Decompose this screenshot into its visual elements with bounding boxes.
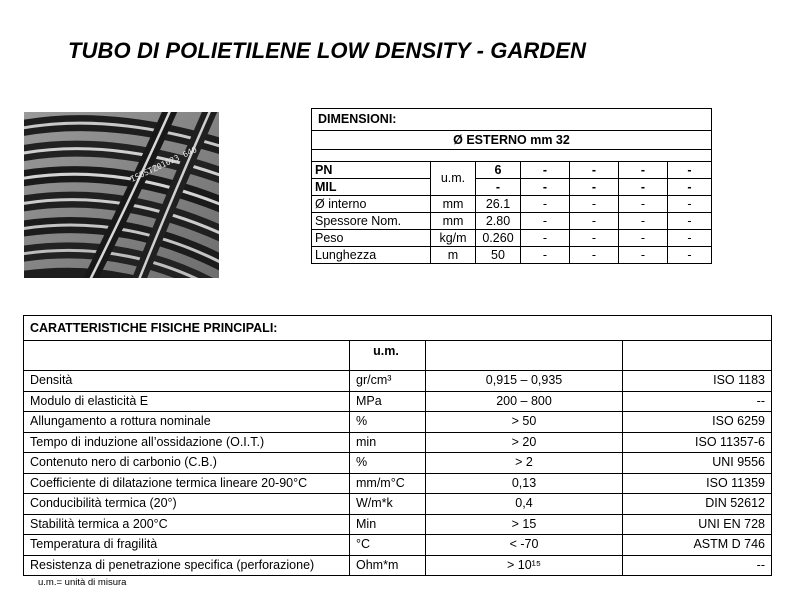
- dimension-value: -: [521, 213, 570, 230]
- dimension-value: -: [668, 247, 712, 264]
- dimension-um: mm: [431, 196, 476, 213]
- property-um: W/m*k: [350, 494, 426, 515]
- property-norm: ISO 11357-6: [623, 432, 772, 453]
- pn-value: 6: [476, 162, 521, 179]
- dimension-value: 50: [476, 247, 521, 264]
- pn-value: -: [570, 162, 619, 179]
- property-um: MPa: [350, 391, 426, 412]
- property-norm: DIN 52612: [623, 494, 772, 515]
- um-column-header: u.m.: [350, 341, 426, 371]
- property-um: Min: [350, 514, 426, 535]
- property-row: [24, 391, 772, 412]
- dimension-um: m: [431, 247, 476, 264]
- dimension-label: Spessore Nom.: [312, 213, 431, 230]
- mil-value: -: [668, 179, 712, 196]
- um-header: u.m.: [431, 162, 476, 196]
- property-value: < -70: [426, 535, 623, 556]
- physical-characteristics-table: [23, 315, 772, 576]
- pn-value: -: [668, 162, 712, 179]
- dimension-value: 26.1: [476, 196, 521, 213]
- property-value: > 2: [426, 453, 623, 474]
- dimension-value: 2.80: [476, 213, 521, 230]
- property-row: [24, 514, 772, 535]
- property-norm: UNI EN 728: [623, 514, 772, 535]
- property-name: Tempo di induzione all’ossidazione (O.I.T.): [24, 432, 350, 453]
- dimension-value: -: [668, 230, 712, 247]
- property-row: [24, 535, 772, 556]
- dimension-label: Lunghezza: [312, 247, 431, 264]
- dimension-value: -: [521, 230, 570, 247]
- mil-value: -: [619, 179, 668, 196]
- dimension-row: [312, 247, 712, 264]
- mil-value: -: [521, 179, 570, 196]
- dimension-value: -: [668, 196, 712, 213]
- property-value: > 10¹⁵: [426, 555, 623, 576]
- dimension-value: -: [521, 247, 570, 264]
- property-norm: ISO 11359: [623, 473, 772, 494]
- footnote: u.m.= unità di misura: [38, 577, 127, 588]
- property-name: Resistenza di penetrazione specifica (perforazione): [24, 555, 350, 576]
- dimension-value: -: [521, 196, 570, 213]
- page-title: TUBO DI POLIETILENE LOW DENSITY - GARDEN: [68, 38, 587, 63]
- physical-heading: CARATTERISTICHE FISICHE PRINCIPALI:: [24, 316, 772, 341]
- property-name: Allungamento a rottura nominale: [24, 412, 350, 433]
- external-diameter: Ø ESTERNO mm 32: [312, 131, 712, 150]
- property-um: °C: [350, 535, 426, 556]
- pn-label: PN: [312, 162, 431, 179]
- property-norm: --: [623, 555, 772, 576]
- dimension-label: Peso: [312, 230, 431, 247]
- property-um: mm/m°C: [350, 473, 426, 494]
- property-row: [24, 412, 772, 433]
- dimension-row: [312, 213, 712, 230]
- property-norm: ISO 6259: [623, 412, 772, 433]
- mil-value: -: [476, 179, 521, 196]
- property-name: Modulo di elasticità E: [24, 391, 350, 412]
- pn-value: -: [521, 162, 570, 179]
- property-name: Conducibilità termica (20°): [24, 494, 350, 515]
- property-name: Densità: [24, 371, 350, 392]
- property-row: [24, 432, 772, 453]
- property-norm: --: [623, 391, 772, 412]
- dimension-value: 0.260: [476, 230, 521, 247]
- dimension-value: -: [570, 230, 619, 247]
- property-name: Temperatura di fragilità: [24, 535, 350, 556]
- property-row: [24, 371, 772, 392]
- property-value: 0,13: [426, 473, 623, 494]
- dimension-value: -: [619, 196, 668, 213]
- dimension-value: -: [619, 213, 668, 230]
- property-norm: ASTM D 746: [623, 535, 772, 556]
- mil-label: MIL: [312, 179, 431, 196]
- dimension-value: -: [619, 247, 668, 264]
- mil-value: -: [570, 179, 619, 196]
- dimension-value: -: [619, 230, 668, 247]
- dimension-um: mm: [431, 213, 476, 230]
- property-value: 200 – 800: [426, 391, 623, 412]
- property-um: %: [350, 412, 426, 433]
- property-um: min: [350, 432, 426, 453]
- dimension-value: -: [570, 213, 619, 230]
- pn-value: -: [619, 162, 668, 179]
- property-name: Contenuto nero di carbonio (C.B.): [24, 453, 350, 474]
- property-value: > 50: [426, 412, 623, 433]
- pipe-marking-text: ISOSTZ01023 640: [129, 145, 199, 184]
- property-um: Ohm*m: [350, 555, 426, 576]
- property-um: gr/cm³: [350, 371, 426, 392]
- property-value: 0,915 – 0,935: [426, 371, 623, 392]
- dimension-value: -: [570, 196, 619, 213]
- coiled-pipe-photo: [24, 112, 219, 278]
- property-value: > 15: [426, 514, 623, 535]
- property-um: %: [350, 453, 426, 474]
- dimensions-table: [311, 108, 712, 264]
- property-value: > 20: [426, 432, 623, 453]
- property-name: Stabilità termica a 200°C: [24, 514, 350, 535]
- property-row: [24, 453, 772, 474]
- property-value: 0,4: [426, 494, 623, 515]
- property-row: [24, 473, 772, 494]
- property-row: [24, 555, 772, 576]
- dimensions-heading: DIMENSIONI:: [312, 109, 712, 131]
- property-norm: UNI 9556: [623, 453, 772, 474]
- dimension-value: -: [570, 247, 619, 264]
- dimension-row: [312, 196, 712, 213]
- property-norm: ISO 1183: [623, 371, 772, 392]
- dimension-um: kg/m: [431, 230, 476, 247]
- dimension-row: [312, 230, 712, 247]
- property-name: Coefficiente di dilatazione termica lineare 20-90°C: [24, 473, 350, 494]
- dimension-value: -: [668, 213, 712, 230]
- property-row: [24, 494, 772, 515]
- dimension-label: Ø interno: [312, 196, 431, 213]
